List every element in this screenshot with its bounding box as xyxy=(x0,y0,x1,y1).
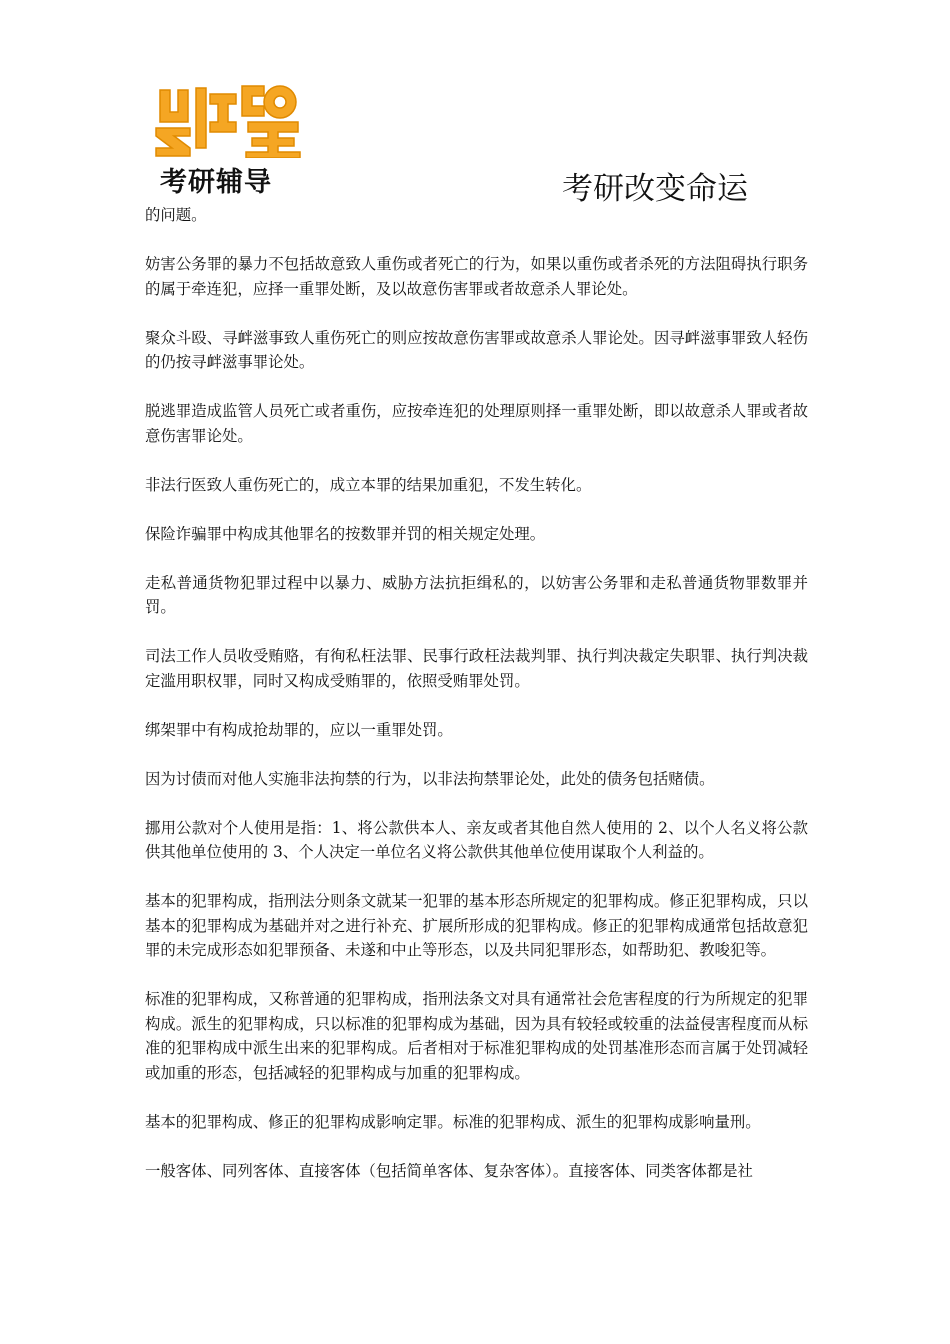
header-slogan: 考研改变命运 xyxy=(562,171,748,207)
paragraph: 非法行医致人重伤死亡的，成立本罪的结果加重犯，不发生转化。 xyxy=(145,475,592,494)
document-body xyxy=(145,203,808,1208)
paragraph: 绑架罪中有构成抢劫罪的，应以一重罪处罚。 xyxy=(145,720,453,739)
paragraph: 保险诈骗罪中构成其他罪名的按数罪并罚的相关规定处理。 xyxy=(145,524,546,543)
paragraph: 走私普通货物犯罪过程中以暴力、威胁方法抗拒缉私的，以妨害公务罪和走私普通货物罪数罪并罚。 xyxy=(145,573,808,616)
logo-mark-icon xyxy=(152,80,302,158)
kaicheng-logo xyxy=(152,80,302,198)
logo-caption: 考研辅导 xyxy=(160,167,272,198)
paragraph: 司法工作人员收受贿赂，有徇私枉法罪、民事行政枉法裁判罪、执行判决裁定失职罪、执行判决裁定滥用职权罪，同时又构成受贿罪的，依照受贿罪处罚。 xyxy=(145,647,808,690)
paragraph: 基本的犯罪构成、修正的犯罪构成影响定罪。标准的犯罪构成、派生的犯罪构成影响量刑。 xyxy=(145,1112,761,1131)
paragraph: 聚众斗殴、寻衅滋事致人重伤死亡的则应按故意伤害罪或故意杀人罪论处。因寻衅滋事罪致人轻伤的仍按寻衅滋事罪论处。 xyxy=(145,328,808,371)
paragraph: 脱逃罪造成监管人员死亡或者重伤，应按牵连犯的处理原则择一重罪处断，即以故意杀人罪或者故意伤害罪论处。 xyxy=(145,402,808,445)
paragraph: 标准的犯罪构成，又称普通的犯罪构成，指刑法条文对具有通常社会危害程度的行为所规定的犯罪构成。派生的犯罪构成，只以标准的犯罪构成为基础，因为具有较轻或较重的法益侵害程度而从标准的犯罪构成中派生出来的犯罪构成。后者相对于标准犯罪构成的处罚基准形态而言属于处罚减轻或加重的形态，包括减轻的犯罪构成与加重的犯罪构成。 xyxy=(145,990,808,1082)
paragraph: 妨害公务罪的暴力不包括故意致人重伤或者死亡的行为，如果以重伤或者杀死的方法阻碍执行职务的属于牵连犯，应择一重罪处断，及以故意伤害罪或者故意杀人罪论处。 xyxy=(145,255,808,298)
page-header xyxy=(0,0,950,210)
paragraph: 挪用公款对个人使用是指：1、将公款供本人、亲友或者其他自然人使用的 2、以个人名义将公款供其他单位使用的 3、个人决定一单位名义将公款供其他单位使用谋取个人利益的。 xyxy=(145,818,808,861)
paragraph: 基本的犯罪构成，指刑法分则条文就某一犯罪的基本形态所规定的犯罪构成。修正犯罪构成，只以基本的犯罪构成为基础并对之进行补充、扩展所形成的犯罪构成。修正的犯罪构成通常包括故意犯罪的未完成形态如犯罪预备、未遂和中止等形态，以及共同犯罪形态，如帮助犯、教唆犯等。 xyxy=(145,892,808,959)
paragraph: 一般客体、同列客体、直接客体（包括简单客体、复杂客体）。直接客体、同类客体都是社 xyxy=(145,1161,753,1180)
paragraph: 的问题。 xyxy=(145,206,207,224)
paragraph: 因为讨债而对他人实施非法拘禁的行为，以非法拘禁罪论处，此处的债务包括赌债。 xyxy=(145,769,715,788)
